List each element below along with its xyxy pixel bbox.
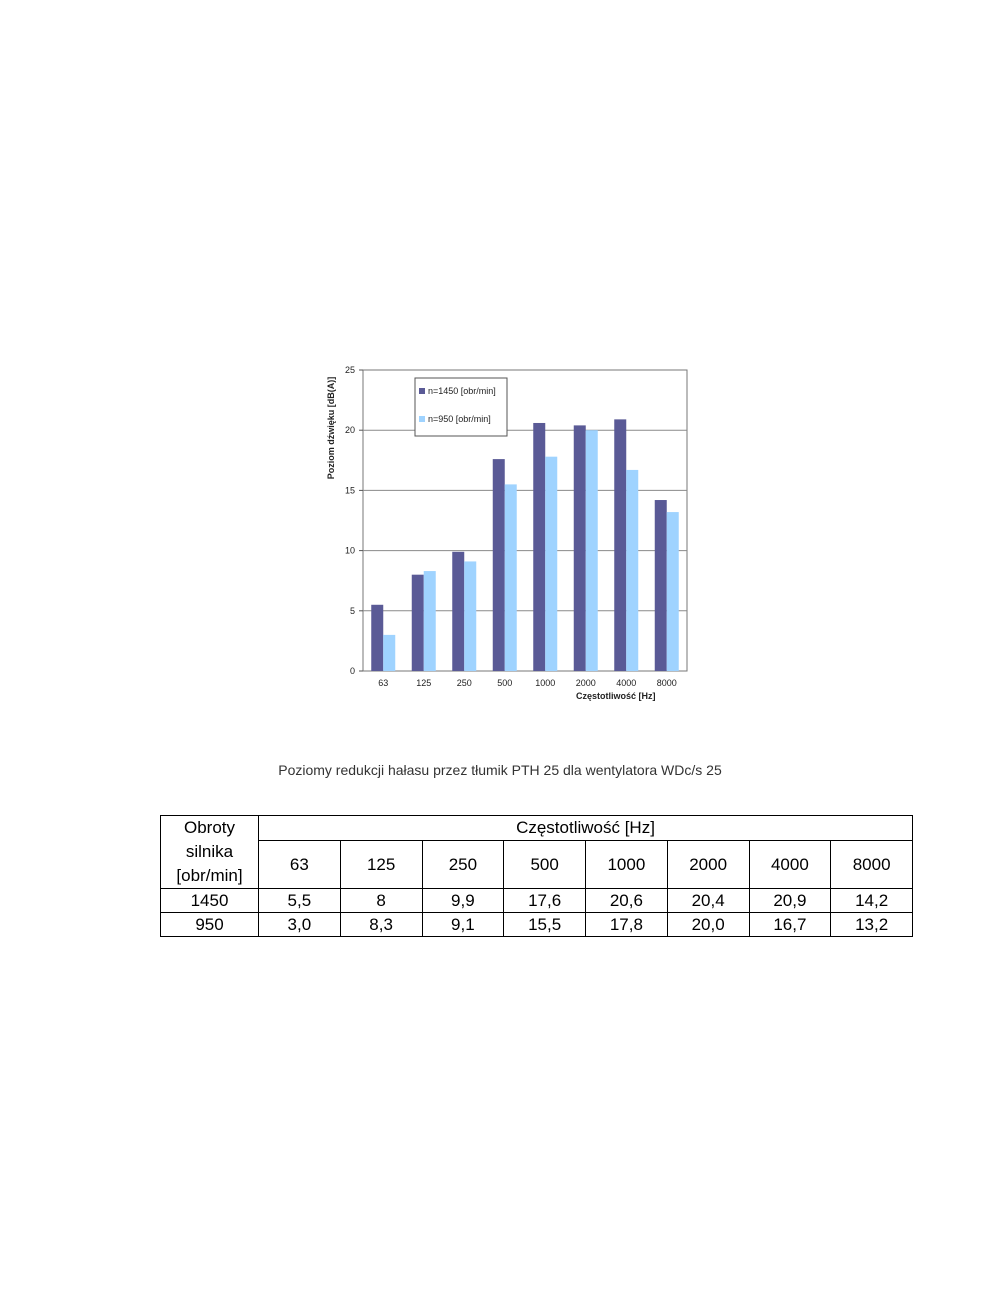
bar [655,500,667,671]
table-cell: 3,0 [259,913,341,937]
y-tick-label: 20 [344,425,355,436]
column-header: 250 [422,841,504,889]
bar [586,430,598,671]
bar [464,561,476,671]
table-cell: 9,1 [422,913,504,937]
bar-chart [320,358,700,710]
bar [626,470,638,671]
x-tick-label: 1000 [535,678,556,688]
bar [493,459,505,671]
column-header: 125 [340,841,422,889]
chart-caption: Poziomy redukcji hałasu przez tłumik PTH 25 dla wentylatora WDc/s 25 [278,762,722,778]
bar [545,457,557,671]
table-cell: 13,2 [831,913,913,937]
bar [424,571,436,671]
bar [452,552,464,671]
column-header: 2000 [667,841,749,889]
table-cell: 20,9 [749,889,831,913]
table-cell: 17,6 [504,889,586,913]
table-cell: 9,9 [422,889,504,913]
chart-svg [320,358,700,710]
bar [505,484,517,671]
column-header: 4000 [749,841,831,889]
table-cell: 16,7 [749,913,831,937]
x-tick-label: 63 [378,678,389,688]
x-axis-title: Częstotliwość [Hz] [576,691,656,701]
table-row [161,913,913,937]
table-cell: 20,6 [586,889,668,913]
legend-swatch [419,388,425,394]
legend-label: n=950 [obr/min] [428,414,491,424]
y-tick-label: 15 [344,485,355,496]
x-tick-label: 8000 [656,678,677,688]
x-tick-label: 2000 [575,678,596,688]
column-header: 1000 [586,841,668,889]
table-cell: 17,8 [586,913,668,937]
table-row [161,889,913,913]
legend-swatch [419,416,425,422]
table-cell: 5,5 [259,889,341,913]
x-tick-label: 500 [497,678,513,688]
legend-label: n=1450 [obr/min] [428,386,496,396]
table-cell: 20,4 [667,889,749,913]
table-cell: 8 [340,889,422,913]
x-tick-label: 125 [416,678,432,688]
row-label: 950 [161,913,259,937]
x-tick-label: 250 [456,678,472,688]
y-axis-title: Poziom dźwięku [dB(A)] [326,376,336,480]
y-tick-label: 25 [344,365,355,375]
column-header: 500 [504,841,586,889]
plot-area [363,370,687,671]
bar [614,419,626,671]
bar [667,512,679,671]
bar [412,575,424,671]
bar [533,423,545,671]
y-tick-label: 0 [349,666,355,676]
column-header: 8000 [831,841,913,889]
y-tick-label: 10 [344,545,355,556]
table-cell: 8,3 [340,913,422,937]
table-cell: 14,2 [831,889,913,913]
x-tick-label: 4000 [616,678,637,688]
table-cell: 20,0 [667,913,749,937]
bar [371,605,383,671]
column-group-header: Częstotliwość [Hz] [259,816,913,841]
row-header-cell: Obroty silnika [obr/min] [161,816,259,889]
bar [383,635,395,671]
column-header: 63 [259,841,341,889]
table-cell: 15,5 [504,913,586,937]
y-tick-label: 5 [349,605,355,616]
row-label: 1450 [161,889,259,913]
data-table [160,815,913,937]
bar [574,425,586,671]
